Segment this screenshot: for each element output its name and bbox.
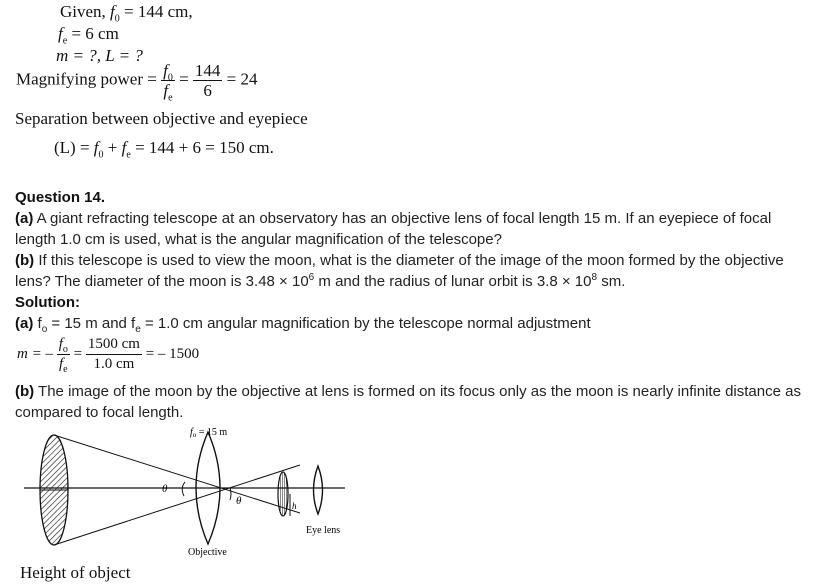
formula-fe-symbol: f — [121, 138, 127, 157]
fe-symbol: f — [58, 24, 63, 43]
fraction-fo-fe — [161, 61, 175, 104]
separation-formula: $(L) = f_0 + f_e = 144 + 6 = 150$ cm. — [54, 138, 274, 161]
question-a-text: A giant refracting telescope at an observatory has an objective lens of focal length 15 m. If an eyepiece of focal length 1.0 cm is used, what is the angular magnification of the telescope? — [15, 210, 772, 248]
magnifying-power-equation — [16, 61, 258, 104]
formula-suffix: = 144 + 6 = 150 cm. — [130, 138, 274, 157]
m-num-sub: o — [62, 344, 68, 355]
fe-value: = 6 cm — [67, 24, 119, 43]
ray-top — [54, 435, 300, 513]
solution-a-text-1: f — [33, 315, 42, 332]
fo-label-value: = 15 m — [196, 427, 228, 438]
m-label: m = – — [17, 345, 53, 362]
frac-den-6: 6 — [203, 81, 212, 100]
given-line-3: m = ?, L = ? — [56, 46, 143, 65]
separation-heading: Separation between objective and eyepiece — [15, 109, 308, 128]
formula-fo-symbol: f — [93, 138, 99, 157]
solution-a-sub-2: e — [135, 324, 141, 335]
solution-b-text: The image of the moon by the objective at lens is formed on its focus only as the moon is nearly infinite distance as compared to focal length. — [15, 383, 801, 421]
question-b-exp-1: 6 — [308, 272, 315, 283]
m-den-1: 1.0 cm — [93, 356, 135, 372]
fo-label-symbol: f — [190, 427, 193, 438]
m-result: = – 1500 — [141, 345, 200, 362]
magnifying-label: Magnifying power = — [16, 69, 162, 89]
solution-part-b — [15, 381, 815, 423]
objective-label: Objective — [188, 547, 227, 558]
solution-part-a — [15, 313, 591, 334]
focal-length-label — [190, 427, 227, 439]
frac-den-symbol: f — [163, 81, 169, 100]
fe-subscript: e — [62, 35, 68, 47]
fraction-fo-fe-solution — [57, 335, 70, 374]
image-height-label: h — [292, 501, 297, 511]
formula-prefix: (L) = — [54, 138, 94, 157]
question-a-label: (a) — [15, 210, 34, 227]
m-num-1500: 1500 cm — [86, 335, 142, 355]
m-equals: = — [69, 345, 86, 362]
equals-sign: = — [174, 69, 193, 89]
fo-value: = 144 cm, — [119, 2, 193, 21]
question-b-exp-2: 8 — [591, 272, 598, 283]
question-part-a — [15, 208, 810, 250]
frac-num-144: 144 — [194, 61, 221, 80]
question-title — [15, 187, 105, 208]
question-part-b — [15, 250, 810, 292]
solution-a-text-3: = 1.0 cm angular magnification by the telescope normal adjustment — [140, 315, 591, 332]
magnification-equation — [17, 335, 199, 374]
solution-title-text: Solution: — [15, 294, 80, 311]
telescope-diagram — [0, 420, 400, 565]
solution-a-text-2: = 15 m and f — [47, 315, 136, 332]
magnifying-result: = 24 — [222, 69, 258, 89]
theta-label-1: θ — [162, 483, 168, 495]
given-line-2 — [58, 24, 119, 47]
fo-subscript: 0 — [114, 13, 120, 25]
m-den-symbol: f — [58, 356, 64, 372]
frac-den-sub: e — [168, 92, 173, 104]
height-of-object-heading: Height of object — [20, 563, 131, 582]
ray-bottom — [54, 465, 300, 545]
given-prefix: Given, — [60, 2, 111, 21]
eye-lens — [314, 466, 323, 514]
m-den-sub: e — [63, 364, 68, 375]
formula-fo-sub: 0 — [98, 149, 104, 161]
solution-a-label: (a) — [15, 315, 34, 332]
eye-lens-label: Eye lens — [306, 525, 341, 536]
formula-fe-sub: e — [126, 149, 131, 161]
moon-object — [40, 435, 68, 545]
given-line-1 — [60, 2, 193, 25]
question-b-text-2: m and the radius of lunar orbit is 3.8 × 10 — [314, 273, 592, 290]
question-b-text-1: If this telescope is used to view the moon, what is the diameter of the image of the moon formed by the objective lens? The diameter of the moon is 3.48 × 10 — [15, 252, 784, 290]
frac-num-symbol: f — [163, 61, 168, 80]
fraction-144-6 — [193, 61, 223, 100]
question-b-label: (b) — [15, 252, 35, 269]
question-b-text-3: sm. — [597, 273, 626, 290]
theta-arc-2 — [230, 488, 231, 500]
theta-arc-1 — [182, 482, 185, 496]
frac-num-sub: 0 — [167, 72, 173, 84]
fo-symbol: f — [110, 2, 115, 21]
fraction-1500-1 — [86, 335, 142, 374]
solution-title — [15, 292, 80, 313]
m-num-symbol: f — [58, 336, 63, 352]
theta-label-2: θ — [236, 495, 242, 507]
question-title-text: Question 14. — [15, 189, 106, 206]
fo-label-sub: o — [192, 431, 197, 439]
solution-a-sub-1: o — [41, 324, 48, 335]
solution-b-label: (b) — [15, 383, 35, 400]
